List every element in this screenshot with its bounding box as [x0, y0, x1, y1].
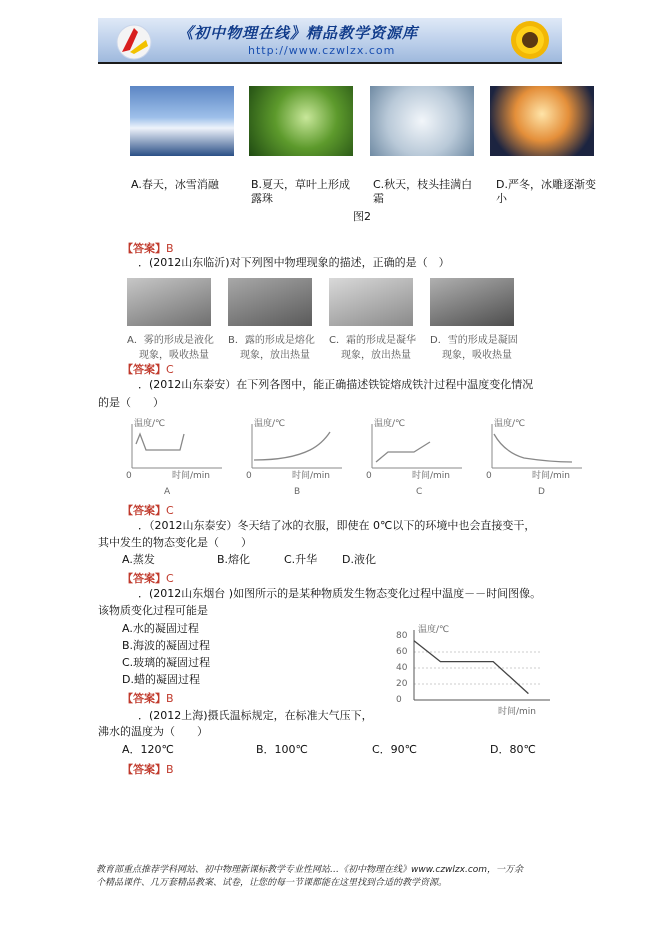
q2-option-a — [127, 331, 214, 361]
ylabel-d: 温度/℃ — [494, 419, 526, 429]
xlabel-b: 时间/min — [292, 471, 331, 481]
ylabel-a: 温度/℃ — [134, 419, 166, 429]
header-url[interactable]: http://www.czwlzx.com — [248, 44, 396, 57]
q2-option-b-line2: 现象，放出热量 — [240, 350, 310, 361]
q4-option-a: A.蒸发 — [122, 553, 155, 566]
answer-3 — [122, 502, 174, 518]
answer-value: C — [166, 504, 174, 517]
q4-option-b: B.熔化 — [217, 553, 251, 566]
q5-option-d: D.蜡的凝固过程 — [122, 673, 200, 686]
answer-6 — [122, 761, 174, 777]
answer-tag: 【答案】 — [122, 242, 166, 255]
q6-line2: 沸水的温度为（ ） — [98, 725, 208, 738]
ytick: 60 — [396, 647, 408, 657]
letter-a: A — [164, 487, 171, 496]
q4-option-d: D.液化 — [342, 553, 376, 566]
answer-value: C — [166, 572, 174, 585]
q3-line1: ．(2012山东泰安）在下列各图中，能正确描述铁锭熔成铁汁过程中温度变化情况 — [138, 378, 534, 391]
q4-option-c: C.升华 — [284, 553, 318, 566]
caption-c: C.秋天，枝头挂满白霜 — [373, 178, 473, 205]
q6-option-c: C．90℃ — [372, 743, 418, 756]
ytick: 20 — [396, 679, 408, 689]
q5-ylabel: 温度/℃ — [418, 625, 450, 635]
figure-label: 图2 — [353, 210, 371, 223]
q5-option-a: A.水的凝固过程 — [122, 622, 199, 635]
letter-b: B — [294, 487, 301, 496]
q3-graph-a — [126, 417, 222, 496]
photo-ice-sculpture — [490, 86, 594, 156]
letter-d: D — [538, 487, 545, 496]
footer-line1: 教育部重点推荐学科网站、初中物理新课标教学专业性网站…《初中物理在线》www.czwlzx.com，一万余 — [96, 865, 524, 875]
logo-icon — [104, 22, 164, 60]
ylabel-c: 温度/℃ — [374, 419, 406, 429]
q3-graph-b — [246, 417, 342, 496]
footer-line2: 个精品课件、几万套精品教案、试卷，让您的每一节课都能在这里找到合适的教学资源。 — [96, 878, 448, 888]
q4-line2: 其中发生的物态变化是（ ） — [98, 536, 252, 549]
q5-line2: 该物质变化过程可能是 — [98, 604, 208, 617]
q2-option-a-line1: A．雾的形成是液化 — [127, 335, 214, 346]
q5-cooling-curve — [414, 641, 528, 694]
q3-graph-c — [366, 417, 462, 496]
answer-value: B — [166, 242, 174, 255]
q2-image-d — [430, 278, 514, 326]
q5-chart — [390, 622, 570, 718]
origin-d: 0 — [486, 471, 492, 481]
q5-line1: ．(2012山东烟台 )如图所示的是某种物质发生物态变化过程中温度－－时间图像。 — [138, 587, 542, 600]
header-title: 《初中物理在线》精品教学资源库 — [178, 24, 419, 42]
caption-b: B.夏天，草叶上形成露珠 — [251, 178, 351, 205]
q2-option-b — [228, 331, 315, 361]
origin-c: 0 — [366, 471, 372, 481]
curve-b — [254, 432, 330, 460]
answer-tag: 【答案】 — [122, 763, 166, 776]
photo-frost-branches — [370, 86, 474, 156]
q3-line2: 的是（ ） — [98, 396, 164, 409]
answer-tag: 【答案】 — [122, 363, 166, 376]
q2-option-a-line2: 现象，吸收热量 — [139, 350, 209, 361]
curve-c — [376, 442, 430, 462]
q2-option-b-line1: B．露的形成是熔化 — [228, 335, 315, 346]
q2-image-c — [329, 278, 413, 326]
answer-value: C — [166, 363, 174, 376]
caption-d: D.严冬，冰雕逐渐变小 — [496, 178, 596, 205]
answer-value: B — [166, 763, 174, 776]
q4-line1: ．（2012山东泰安）冬天结了冰的衣服，即使在 0℃以下的环境中也会直接变干， — [138, 519, 536, 532]
q2-option-c-line2: 现象，放出热量 — [341, 350, 411, 361]
photo-snow-melting — [130, 86, 234, 156]
answer-tag: 【答案】 — [122, 572, 166, 585]
q3-graphs — [120, 414, 600, 496]
answer-2 — [122, 361, 174, 377]
origin-a: 0 — [126, 471, 132, 481]
curve-d — [494, 434, 572, 462]
photo-dew-on-grass — [249, 86, 353, 156]
xlabel-d: 时间/min — [532, 471, 571, 481]
q6-option-b: B．100℃ — [256, 743, 308, 756]
q2-option-d-line1: D．雪的形成是凝固 — [430, 335, 518, 346]
q5-xlabel: 时间/min — [498, 707, 537, 717]
q2-option-d-line2: 现象，吸收热量 — [442, 350, 512, 361]
origin-b: 0 — [246, 471, 252, 481]
xlabel-a: 时间/min — [172, 471, 211, 481]
xlabel-c: 时间/min — [412, 471, 451, 481]
letter-c: C — [416, 487, 423, 496]
answer-1 — [122, 240, 174, 256]
q5-option-c: C.玻璃的凝固过程 — [122, 656, 211, 669]
q2-option-c — [329, 331, 416, 361]
q6-option-d: D．80℃ — [490, 743, 536, 756]
q6-line1: ．(2012上海)摄氏温标规定，在标准大气压下， — [138, 709, 373, 722]
q5-option-b: B.海波的凝固过程 — [122, 639, 211, 652]
q2-option-d — [430, 331, 518, 361]
ytick: 80 — [396, 631, 408, 641]
q6-option-a: A．120℃ — [122, 743, 174, 756]
caption-a: A.春天，冰雪消融 — [131, 178, 219, 191]
answer-tag: 【答案】 — [122, 692, 166, 705]
answer-5 — [122, 690, 174, 706]
answer-tag: 【答案】 — [122, 504, 166, 517]
q2-option-c-line1: C．霜的形成是凝华 — [329, 335, 416, 346]
footer — [96, 864, 580, 890]
q2-image-a — [127, 278, 211, 326]
q2-text: ．(2012山东临沂)对下列图中物理现象的描述，正确的是（ ） — [138, 256, 450, 269]
curve-a — [136, 434, 184, 450]
sunflower-icon — [488, 18, 558, 62]
q3-graph-d — [486, 417, 582, 496]
answer-4 — [122, 570, 174, 586]
q2-image-b — [228, 278, 312, 326]
header-banner — [98, 18, 562, 64]
ytick: 40 — [396, 663, 408, 673]
answer-value: B — [166, 692, 174, 705]
ylabel-b: 温度/℃ — [254, 419, 286, 429]
ytick: 0 — [396, 695, 402, 705]
